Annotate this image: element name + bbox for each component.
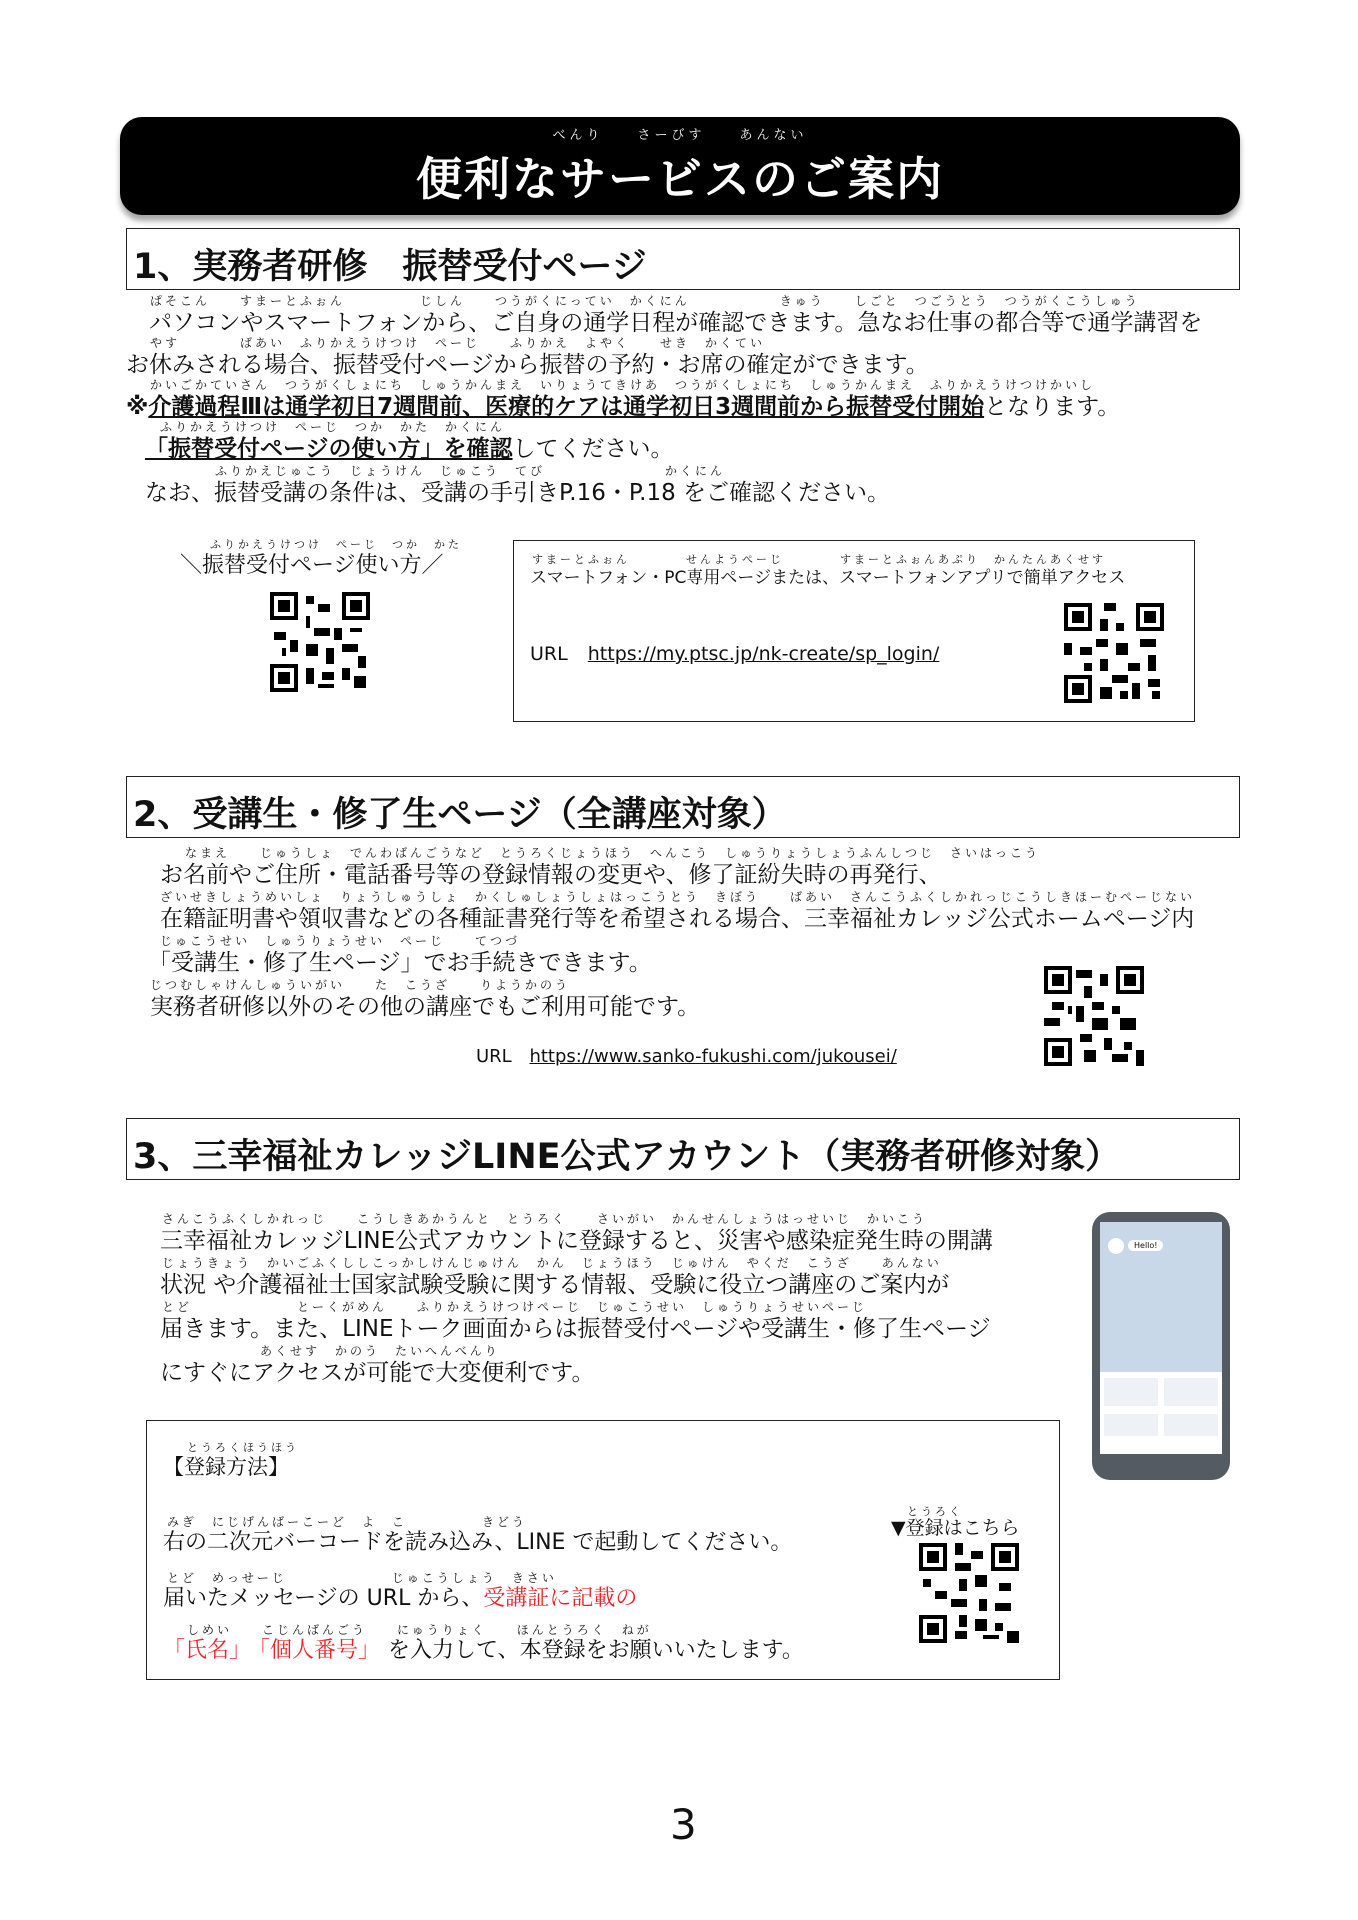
access-qr-code[interactable] xyxy=(1064,603,1164,707)
line-qr-caption: ▼登録はこちら xyxy=(891,1517,1020,1539)
ruby-text: かいごかていさん つうがくしょにち しゅうかんまえ いりょうてきけあ つうがくしょにち しゅうかんまえ ふりかえうけつけかいし xyxy=(150,378,1096,392)
section3-line-2: 状況 や介護福祉士国家試験受験に関する情報、受験に役立つ講座のご案内が xyxy=(160,1272,950,1298)
page-title-banner xyxy=(120,117,1240,215)
page-title: 便利なサービスのご案内 xyxy=(416,152,944,206)
line-qr-code[interactable] xyxy=(919,1543,1019,1647)
register-step-1: 右の二次元バーコードを読み込み、LINE で起動してください。 xyxy=(163,1530,793,1555)
section1-note xyxy=(126,388,1120,421)
qr-code-icon xyxy=(1064,603,1164,703)
section1-heading-box xyxy=(126,228,1240,290)
section2-url-label: URL xyxy=(476,1046,512,1067)
menu-tile-icon xyxy=(1164,1414,1218,1436)
section2-qr-code[interactable] xyxy=(1044,966,1144,1070)
ruby-text: ふりかえうけつけ ぺーじ つか かた xyxy=(210,538,462,551)
ruby-text: じょうきょう かいごふくししこっかしけんじゅけん かん じょうほう じゅけん やくだ こうざ あんない xyxy=(162,1256,942,1270)
section1-howto xyxy=(145,430,674,463)
qr-code-icon xyxy=(270,592,370,692)
ruby-text: みぎ にじげんばーこーど よ こ きどう xyxy=(167,1515,528,1529)
ruby-text: とうろくほうほう xyxy=(187,1441,299,1454)
section1-conditions: なお、振替受講の条件は、受講の手引きP.16・P.18 をご確認ください。 xyxy=(145,480,891,506)
section2-line-4: 実務者研修以外のその他の講座でもご利用可能です。 xyxy=(150,994,701,1020)
howto-qr-label: ＼振替受付ページ使い方／ xyxy=(180,553,444,578)
section2-line-2: 在籍証明書や領収書などの各種証書発行等を希望される場合、三幸福祉カレッジ公式ホームページ内 xyxy=(160,906,1195,932)
section3-line-4: にすぐにアクセスが可能で大変便利です。 xyxy=(160,1360,595,1386)
section2-url-link[interactable]: https://www.sanko-fukushi.com/jukousei/ xyxy=(529,1046,897,1067)
ruby-text: すまーとふぉん せんようぺーじ すまーとふぉんあぷり かんたんあくせす xyxy=(532,553,1106,566)
section3-line-1: 三幸福祉カレッジLINE公式アカウントに登録すると、災害や感染症発生時の開講 xyxy=(160,1228,993,1254)
ruby-text: やす ばあい ふりかえうけつけ ぺーじ ふりかえ よやく せき かくてい xyxy=(150,336,766,350)
ruby-text: ざいせきしょうめいしょ りょうしゅうしょ かくしゅしょうしょはっこうとう きぼう ばあい さんこうふくしかれっじこうしきほーむぺーじない xyxy=(160,890,1196,904)
qr-code-icon xyxy=(919,1543,1019,1643)
ruby-text: ぱそこん すまーとふぉん じしん つうがくにってい かくにん きゅう しごと つごうとう つうがくこうしゅう xyxy=(150,294,1140,308)
ruby-text: じつむしゃけんしゅういがい た こうざ りようかのう xyxy=(150,978,571,992)
ruby-text: とど とーくがめん ふりかえうけつけぺーじ じゅこうせい しゅうりょうせいぺーじ xyxy=(162,1300,868,1314)
note-suffix: となります。 xyxy=(984,394,1121,420)
section3-line-3: 届きます。また、LINEトーク画面からは振替受付ページや受講生・修了生ページ xyxy=(160,1316,991,1342)
name-field-highlight: 「氏名」 xyxy=(163,1638,252,1663)
register-step-3-text: を入力して、本登録をお願いいたします。 xyxy=(388,1638,804,1663)
page-number: 3 xyxy=(670,1800,697,1849)
access-url-label: URL xyxy=(530,643,568,665)
section2-line-3: 「受講生・修了生ページ」でお手続きできます。 xyxy=(148,950,652,976)
banner-ruby: べんり さーびす あんない xyxy=(552,128,808,143)
menu-tile-icon xyxy=(1164,1378,1218,1406)
register-step-2-text: 届いたメッセージの URL から、 xyxy=(163,1586,484,1611)
howto-bold: 「振替受付ページの使い方」を確認 xyxy=(145,436,513,462)
qr-code-icon xyxy=(1044,966,1144,1066)
access-url-link[interactable]: https://my.ptsc.jp/nk-create/sp_login/ xyxy=(587,643,940,665)
howto-qr-code[interactable] xyxy=(270,592,370,696)
ruby-text: ふりかえじゅこう じょうけん じゅこう てび かくにん xyxy=(215,464,726,478)
section1-heading: 1、実務者研修 振替受付ページ xyxy=(133,247,647,287)
phone-screen xyxy=(1100,1222,1222,1454)
chat-bubble: Hello! xyxy=(1128,1240,1163,1251)
section1-line-1: パソコンやスマートフォンから、ご自身の通学日程が確認できます。急なお仕事の都合等で通学講習を xyxy=(126,310,1203,336)
rich-menu xyxy=(1100,1372,1222,1454)
section1-line-2: お休みされる場合、振替受付ページから振替の予約・お席の確定ができます。 xyxy=(126,352,929,378)
ruby-text: とど めっせーじ じゅこうしょう きさい xyxy=(167,1571,557,1585)
section2-url-row xyxy=(476,1046,897,1067)
access-url-row xyxy=(530,643,939,665)
personal-number-highlight: 「個人番号」 xyxy=(259,1638,381,1663)
register-step-3 xyxy=(163,1633,804,1664)
ruby-text: しめい こじんばんごう にゅうりょく ほんとうろく ねが xyxy=(187,1623,652,1637)
howto-suffix: してください。 xyxy=(512,436,674,462)
register-step-2 xyxy=(163,1581,637,1612)
menu-tile-icon xyxy=(1104,1414,1158,1436)
section2-heading-box xyxy=(126,776,1240,838)
access-box-title: スマートフォン・PC専用ページまたは、スマートフォンアプリで簡単アクセス xyxy=(530,568,1126,588)
ruby-text: なまえ じゅうしょ でんわばんごうなど とうろくじょうほう へんこう しゅうりょうしょうふんしつじ さいはっこう xyxy=(185,846,1041,860)
ruby-text: とうろく xyxy=(907,1505,963,1518)
note-bold: 介護過程Ⅲは通学初日7週間前、医療的ケアは通学初日3週間前から振替受付開始 xyxy=(148,394,985,420)
smartphone-icon xyxy=(1092,1212,1230,1480)
register-box-title: 【登録方法】 xyxy=(163,1455,289,1479)
ruby-text: さんこうふくしかれっじ こうしきあかうんと とうろく さいがい かんせんしょうはっせいじ かいこう xyxy=(162,1212,928,1226)
section2-heading: 2、受講生・修了生ページ（全講座対象） xyxy=(133,795,787,835)
note-prefix: ※ xyxy=(126,394,149,420)
ruby-text: あくせす かのう たいへんべんり xyxy=(260,1344,500,1358)
ruby-text: じゅこうせい しゅうりょうせい ぺーじ てつづ xyxy=(160,934,521,948)
chat-avatar-icon xyxy=(1108,1238,1124,1254)
register-step-2-highlight: 受講証に記載の xyxy=(483,1586,638,1611)
ruby-text: ふりかえうけつけ ぺーじ つか かた かくにん xyxy=(160,420,506,434)
menu-tile-icon xyxy=(1104,1378,1158,1406)
section3-heading: 3、三幸福祉カレッジLINE公式アカウント（実務者研修対象） xyxy=(133,1137,1121,1177)
register-box xyxy=(146,1420,1060,1680)
access-box xyxy=(513,540,1195,722)
section2-line-1: お名前やご住所・電話番号等の登録情報の変更や、修了証紛失時の再発行、 xyxy=(160,862,942,888)
section3-heading-box xyxy=(126,1118,1240,1180)
